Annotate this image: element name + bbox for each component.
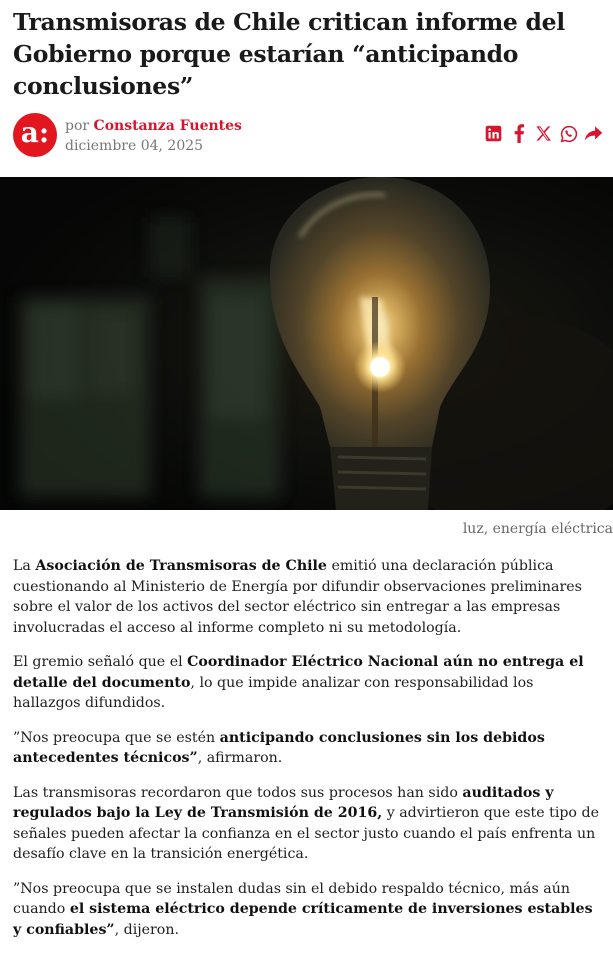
image-caption: luz, energía eléctrica: [462, 521, 613, 537]
x-icon[interactable]: [534, 124, 553, 143]
article-body: [13, 556, 601, 954]
text-run: y advirtieron que este tipo de señales pueden afectar la confianza en el sector justo cuando el país enfrenta un desafío clave en la transición energética.: [13, 805, 599, 862]
author-link[interactable]: Constanza Fuentes: [93, 118, 242, 134]
bold-text: el sistema eléctrico depende críticamente de inversiones estables y confiables”: [13, 901, 593, 938]
text-run: La: [13, 558, 36, 574]
text-run: , dijeron.: [114, 921, 179, 938]
byline: [13, 113, 603, 157]
article-paragraph: [13, 879, 601, 941]
share-bar: [484, 124, 603, 143]
bold-text: auditados y regulados bajo la Ley de Transmisión de 2016,: [13, 784, 554, 821]
logo-text: a:: [20, 116, 50, 149]
lightbulb-image: [0, 177, 613, 510]
article-title: Transmisoras de Chile critican informe del Gobierno porque estarían “anticipando conclusiones”: [13, 8, 565, 100]
text-run: , lo que impide analizar con responsabilidad los hallazgos difundidos.: [13, 674, 534, 711]
bold-text: Coordinador Eléctrico Nacional aún no entrega el detalle del documento: [13, 654, 584, 691]
whatsapp-icon[interactable]: [559, 124, 578, 143]
text-run: ”Nos preocupa que se instalen dudas sin el debido respaldo técnico, más aún cuando: [13, 880, 570, 917]
author-meta: [65, 116, 242, 156]
bold-text: anticipando conclusiones sin los debidos antecedentes técnicos”: [13, 729, 545, 766]
article-image: [0, 177, 613, 510]
article-paragraph: [13, 652, 601, 714]
share-icon[interactable]: [584, 124, 603, 143]
text-run: El gremio señaló que el: [13, 654, 188, 670]
facebook-icon[interactable]: [509, 124, 528, 143]
text-run: emitió una declaración pública cuestionando al Ministerio de Energía por difundir observaciones preliminares sobre el valor de los activos del sector eléctrico sin entregar a las empresas involucradas el acceso al informe completo ni su metodología.: [13, 558, 582, 636]
bold-text: Asociación de Transmisoras de Chile: [35, 558, 327, 574]
publication-logo[interactable]: [13, 113, 57, 157]
article-paragraph: [13, 556, 601, 638]
by-prefix: por: [65, 118, 90, 134]
text-run: Las transmisoras recordaron que todos sus procesos han sido: [13, 784, 463, 801]
publish-date: diciembre 04, 2025: [65, 138, 204, 154]
linkedin-icon[interactable]: [484, 124, 503, 143]
text-run: ”Nos preocupa que se estén: [13, 729, 220, 746]
article-paragraph: [13, 728, 601, 769]
text-run: , afirmaron.: [197, 750, 283, 766]
article-paragraph: [13, 783, 601, 865]
